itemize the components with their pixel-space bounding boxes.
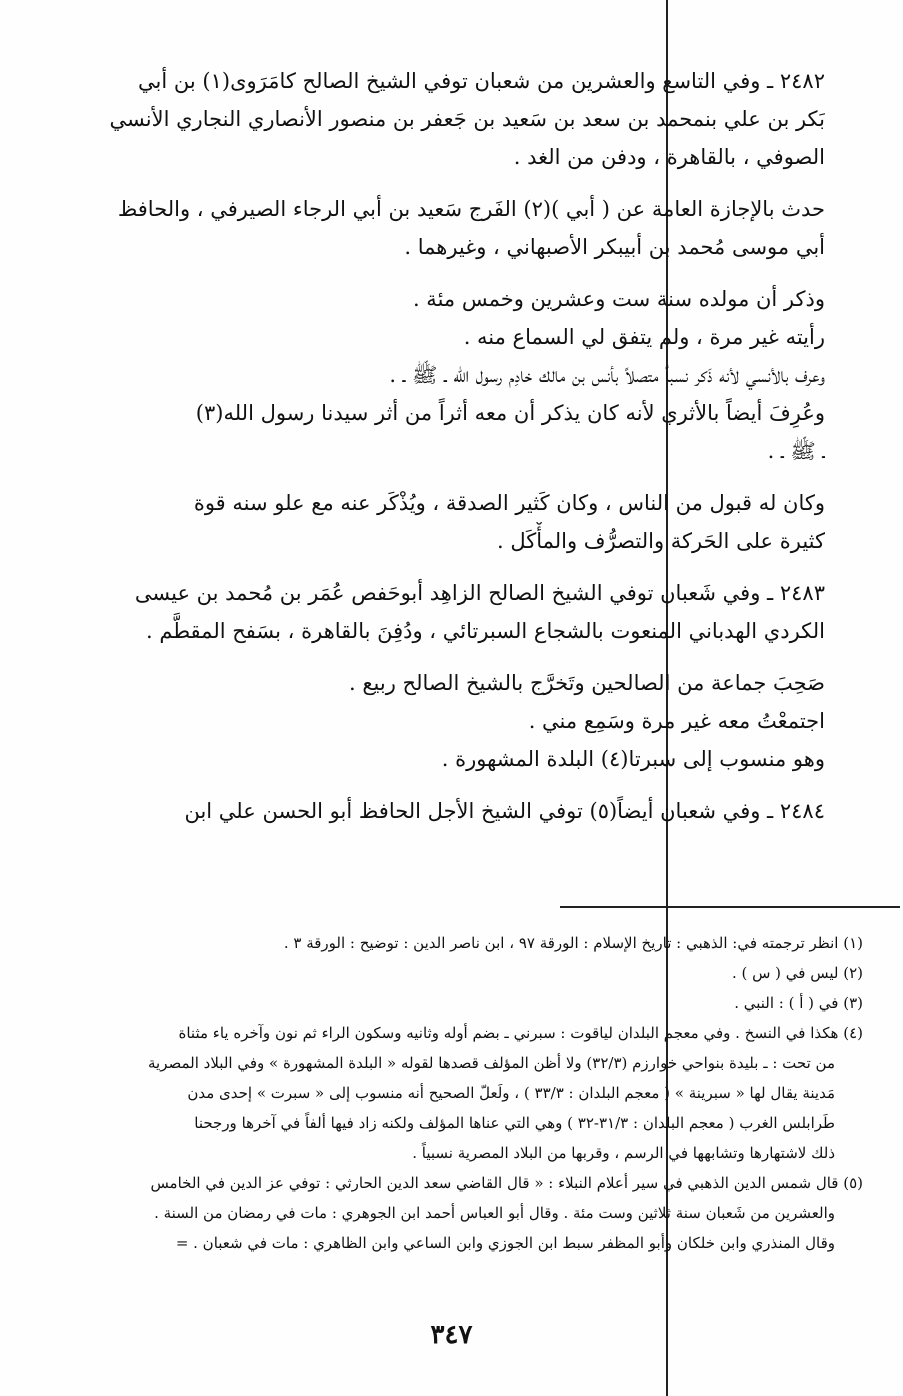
footnote-line: (١) انظر ترجمته في: الذهبي : تاريخ الإسلام : الورقة ٩٧ ، ابن ناصر الدين : توضيح : الورقة ٣ . [283, 934, 863, 952]
footnote-line: طَرابلس الغرب ( معجم البلدان : ٣١/٣-٣٢ ) وهي التي عناها المؤلف ولكنه زاد فيها ألفاً في آخرها ورجحنا [194, 1114, 835, 1132]
text-line: وعرف بالأنسي لأنه ذَكر نسباً متصلاً بأنس بن مالك خادِم رسول الله ـ ﷺ ـ . [389, 363, 825, 387]
text-line: الكردي الهدباني المنعوت بالشجاع السبرتائي ، ودُفِنَ بالقاهرة ، بسَفح المقطَّم . [146, 619, 825, 643]
footnote-line: من تحت : ـ بليدة بنواحي خوارزم (٣٢/٣) ولا أظن المؤلف قصدها لقوله « البلدة المشهورة » وفي البلاد المصرية [147, 1054, 835, 1072]
text-line: اجتمعْتُ معه غير مرة وسَمِع مني . [528, 709, 825, 733]
text-line: رأيته غير مرة ، ولم يتفق لي السماع منه . [463, 325, 825, 349]
text-line: بَكر بن علي بنمحمد بن سعد بن سَعيد بن جَعفر بن منصور الأنصاري النجاري الأنسي [109, 107, 825, 131]
footnote-line: (٢) ليس في ( س ) . [731, 964, 863, 982]
footnote-line: (٥) قال شمس الدين الذهبي في سير أعلام النبلاء : « قال القاضي سعد الدين الحارثي : توفي عز الدين في الخامس [150, 1174, 863, 1192]
footnotes [78, 928, 863, 1258]
text-line: ٢٤٨٣ ـ وفي شَعبان توفي الشيخ الصالح الزاهِد أبوحَفص عُمَر بن مُحمد بن عيسى [134, 581, 825, 605]
text-line: الصوفي ، بالقاهرة ، ودفن من الغد . [513, 145, 825, 169]
page-number: ٣٤٧ [430, 1320, 473, 1350]
footnote-line: ذلك لاشتهارها وتشابهها في الرسم ، وقربها من البلاد المصرية نسبياً . [412, 1144, 835, 1162]
footnote-separator [560, 906, 900, 908]
text-line: وعُرِفَ أيضاً بالأثري لأنه كان يذكر أن معه أثراً من أثر سيدنا رسول الله(٣) [195, 401, 825, 425]
footnote-line: وقال المنذري وابن خلكان وأبو المظفر سبط ابن الجوزي وابن الساعي وابن الظاهري : مات في شعبان . = [175, 1234, 835, 1252]
footnote-line: (٣) في ( أ ) : النبي . [734, 994, 863, 1012]
text-line: صَحِبَ جماعة من الصالحين وتَخرَّج بالشيخ الصالح ربيع . [349, 671, 825, 695]
text-line: حدث بالإجازة العامة عن ( أبي )(٢) الفَرج سَعيد بن أبي الرجاء الصيرفي ، والحافظ [117, 197, 825, 221]
main-text [78, 62, 825, 830]
text-line: ٢٤٨٤ ـ وفي شعبان أيضاً(٥) توفي الشيخ الأجل الحافظ أبو الحسن علي ابن [184, 799, 825, 823]
footnote-line: والعشرين من شَعبان سنة ثلاثين وست مئة . وقال أبو العباس أحمد ابن الجوهري : مات في رمضان من السنة . [154, 1204, 835, 1222]
text-line: أبي موسى مُحمد بن أبيبكر الأصبهاني ، وغيرهما . [404, 235, 825, 259]
text-line: ـ ﷺ ـ . [767, 439, 825, 463]
footnote-line: مَدينة يقال لها « سبرينة » ( معجم البلدان : ٣٣/٣ ) ، ولَعلّ الصحيح أنه منسوب إلى « سبرت » إحدى مدن [187, 1084, 835, 1102]
footnote-line: (٤) هكذا في النسخ . وفي معجم البلدان لياقوت : سبرني ـ بضم أوله وثانيه وسكون الراء ثم نون وآخره ياء مثناة [178, 1024, 863, 1042]
text-line: وذكر أن مولده سنة ست وعشرين وخمس مئة . [412, 287, 825, 311]
text-line: ٢٤٨٢ ـ وفي التاسع والعشرين من شعبان توفي الشيخ الصالح كامَرَوى(١) بن أبي [138, 69, 825, 93]
text-line: وكان له قبول من الناس ، وكان كَثير الصدقة ، ويُذْكَر عنه مع علو سنه قوة [193, 491, 825, 515]
text-line: وهو منسوب إلى سبرتا(٤) البلدة المشهورة . [441, 747, 825, 771]
text-line: كثيرة على الحَركة والتصرُّف والمأْكَل . [496, 529, 825, 553]
